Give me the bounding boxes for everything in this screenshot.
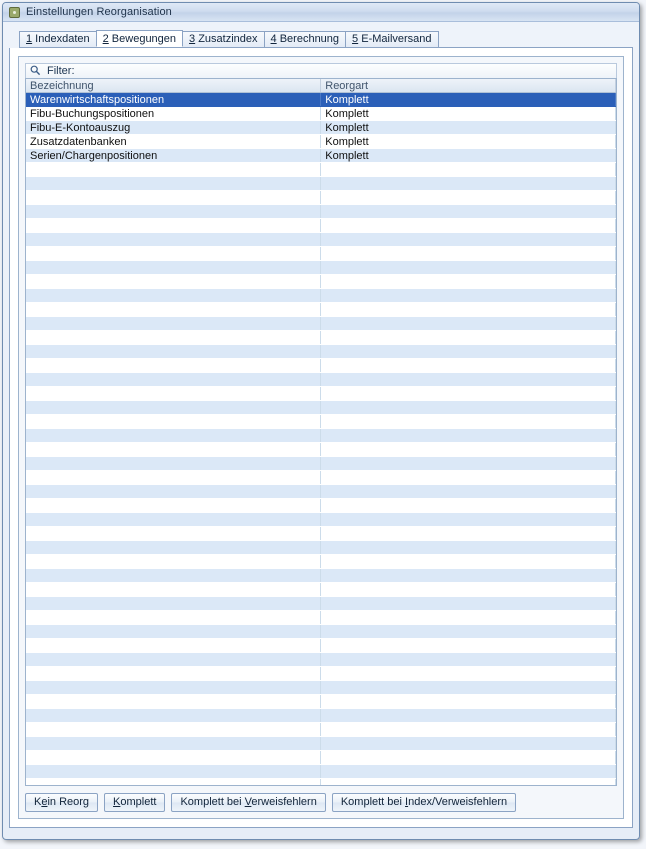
table-row-empty[interactable] — [26, 695, 616, 709]
tab-berechnung-accel: 4 — [270, 33, 277, 45]
cell-bezeichnung — [26, 331, 321, 345]
table-row-empty[interactable] — [26, 415, 616, 429]
cell-bezeichnung — [26, 555, 321, 569]
table-row-empty[interactable] — [26, 513, 616, 527]
cell-reorgart — [321, 723, 616, 737]
cell-bezeichnung — [26, 289, 321, 303]
cell-bezeichnung — [26, 387, 321, 401]
kbiv-pre: Komplett bei — [340, 795, 406, 808]
cell-bezeichnung — [26, 163, 321, 177]
cell-reorgart — [321, 625, 616, 639]
cell-reorgart — [321, 191, 616, 205]
cell-reorgart — [321, 261, 616, 275]
cell-bezeichnung — [26, 233, 321, 247]
table-row-empty[interactable] — [26, 457, 616, 471]
table-row[interactable] — [26, 107, 616, 121]
tab-emailversand-accel: 5 — [352, 33, 359, 45]
table-row-empty[interactable] — [26, 205, 616, 219]
table-row-empty[interactable] — [26, 177, 616, 191]
table-row-empty[interactable] — [26, 667, 616, 681]
cell-bezeichnung: Fibu-Buchungspositionen — [26, 107, 321, 121]
cell-bezeichnung — [26, 415, 321, 429]
cell-reorgart — [321, 513, 616, 527]
kein-reorg-post: in Reorg — [47, 795, 90, 808]
cell-bezeichnung — [26, 653, 321, 667]
tab-emailversand[interactable] — [345, 31, 438, 47]
tab-bewegungen-label: Bewegungen — [108, 33, 177, 45]
kein-reorg-pre: K — [34, 795, 42, 808]
cell-reorgart: Komplett — [321, 107, 616, 121]
kbv-post: erweisfehlern — [251, 795, 317, 808]
table-row-empty[interactable] — [26, 387, 616, 401]
kbiv-accel: I — [405, 795, 409, 808]
table-row-empty[interactable] — [26, 527, 616, 541]
window-client-area — [3, 22, 639, 839]
filter-bar[interactable] — [25, 63, 617, 78]
cell-bezeichnung — [26, 583, 321, 597]
cell-bezeichnung — [26, 485, 321, 499]
cell-bezeichnung — [26, 499, 321, 513]
cell-reorgart — [321, 695, 616, 709]
cell-bezeichnung — [26, 541, 321, 555]
tab-bewegungen-accel: 2 — [102, 33, 109, 45]
table-row[interactable] — [26, 135, 616, 149]
tab-berechnung-label: Berechnung — [276, 33, 340, 45]
table-row-empty[interactable] — [26, 765, 616, 779]
komplett-bei-verweisfehlern-button[interactable] — [171, 793, 325, 812]
table-row-empty[interactable] — [26, 555, 616, 569]
cell-reorgart — [321, 219, 616, 233]
table-row-empty[interactable] — [26, 583, 616, 597]
cell-reorgart — [321, 779, 616, 786]
table-row-empty[interactable] — [26, 429, 616, 443]
komplett-button[interactable] — [104, 793, 165, 812]
cell-reorgart — [321, 443, 616, 457]
cell-bezeichnung — [26, 709, 321, 723]
cell-bezeichnung — [26, 345, 321, 359]
cell-reorgart — [321, 499, 616, 513]
kbv-pre: Komplett bei — [180, 795, 245, 808]
cell-bezeichnung — [26, 471, 321, 485]
cell-bezeichnung — [26, 373, 321, 387]
table-row-empty[interactable] — [26, 751, 616, 765]
cell-bezeichnung — [26, 569, 321, 583]
gear-icon — [8, 6, 21, 19]
kbv-accel: V — [244, 795, 252, 808]
tab-zusatzindex-label: Zusatzindex — [195, 33, 258, 45]
table-row-empty[interactable] — [26, 569, 616, 583]
cell-reorgart — [321, 639, 616, 653]
table-row-empty[interactable] — [26, 317, 616, 331]
table-row[interactable] — [26, 149, 616, 163]
cell-bezeichnung — [26, 317, 321, 331]
table-row-empty[interactable] — [26, 499, 616, 513]
cell-reorgart — [321, 359, 616, 373]
tab-emailversand-label: E-Mailversand — [358, 33, 432, 45]
cell-reorgart — [321, 331, 616, 345]
table-row-empty[interactable] — [26, 359, 616, 373]
tab-berechnung[interactable] — [264, 31, 347, 47]
komplett-accel: K — [113, 795, 121, 808]
cell-bezeichnung — [26, 779, 321, 786]
tab-indexdaten-accel: 1 — [26, 33, 33, 45]
cell-bezeichnung — [26, 737, 321, 751]
table-row-empty[interactable] — [26, 401, 616, 415]
window-frame — [2, 2, 640, 840]
cell-reorgart — [321, 247, 616, 261]
cell-bezeichnung — [26, 695, 321, 709]
kbiv-post: ndex/Verweisfehlern — [408, 795, 508, 808]
cell-reorgart — [321, 709, 616, 723]
table-row-empty[interactable] — [26, 681, 616, 695]
tab-page-bewegungen — [9, 48, 633, 828]
tab-indexdaten[interactable] — [19, 31, 97, 47]
column-header-bezeichnung[interactable]: Bezeichnung — [26, 79, 321, 93]
cell-reorgart — [321, 163, 616, 177]
action-button-bar — [25, 792, 617, 812]
title-bar — [3, 3, 639, 22]
table-row-empty[interactable] — [26, 219, 616, 233]
table-row-empty[interactable] — [26, 597, 616, 611]
filter-icon[interactable] — [30, 65, 41, 76]
cell-bezeichnung — [26, 751, 321, 765]
cell-reorgart: Komplett — [321, 135, 616, 149]
cell-reorgart — [321, 527, 616, 541]
reorg-grid[interactable] — [25, 78, 617, 786]
cell-bezeichnung — [26, 429, 321, 443]
cell-bezeichnung — [26, 681, 321, 695]
table-row-empty[interactable] — [26, 611, 616, 625]
table-row-empty[interactable] — [26, 541, 616, 555]
cell-reorgart — [321, 765, 616, 779]
cell-reorgart: Komplett — [321, 93, 616, 107]
cell-reorgart — [321, 611, 616, 625]
table-row-empty[interactable] — [26, 261, 616, 275]
cell-reorgart: Komplett — [321, 149, 616, 163]
tab-zusatzindex[interactable] — [182, 31, 265, 47]
filter-label: Filter: — [47, 64, 75, 77]
table-row-empty[interactable] — [26, 303, 616, 317]
cell-reorgart — [321, 457, 616, 471]
cell-bezeichnung — [26, 205, 321, 219]
table-row-empty[interactable] — [26, 345, 616, 359]
table-row-empty[interactable] — [26, 485, 616, 499]
cell-reorgart — [321, 653, 616, 667]
cell-reorgart — [321, 373, 616, 387]
table-row-empty[interactable] — [26, 737, 616, 751]
cell-reorgart — [321, 415, 616, 429]
cell-bezeichnung — [26, 275, 321, 289]
cell-reorgart — [321, 177, 616, 191]
table-row-empty[interactable] — [26, 373, 616, 387]
table-row-empty[interactable] — [26, 247, 616, 261]
cell-reorgart — [321, 737, 616, 751]
cell-reorgart — [321, 751, 616, 765]
cell-bezeichnung — [26, 261, 321, 275]
cell-reorgart — [321, 485, 616, 499]
cell-reorgart — [321, 401, 616, 415]
kein-reorg-accel: e — [41, 795, 48, 808]
tab-strip — [19, 30, 633, 48]
tab-indexdaten-label: Indexdaten — [32, 33, 90, 45]
cell-reorgart — [321, 233, 616, 247]
cell-bezeichnung — [26, 513, 321, 527]
cell-reorgart: Komplett — [321, 121, 616, 135]
table-row-empty[interactable] — [26, 779, 616, 786]
table-row-empty[interactable] — [26, 639, 616, 653]
cell-bezeichnung — [26, 443, 321, 457]
table-row[interactable] — [26, 121, 616, 135]
cell-bezeichnung — [26, 527, 321, 541]
komplett-bei-index-verweisfehlern-button[interactable] — [332, 793, 516, 812]
cell-reorgart — [321, 541, 616, 555]
cell-bezeichnung: Warenwirtschaftspositionen — [26, 93, 321, 107]
cell-bezeichnung — [26, 765, 321, 779]
grid-header — [26, 79, 616, 93]
cell-reorgart — [321, 345, 616, 359]
cell-bezeichnung — [26, 667, 321, 681]
cell-reorgart — [321, 387, 616, 401]
cell-bezeichnung — [26, 401, 321, 415]
cell-reorgart — [321, 429, 616, 443]
table-row-empty[interactable] — [26, 331, 616, 345]
cell-bezeichnung — [26, 611, 321, 625]
cell-bezeichnung — [26, 625, 321, 639]
cell-bezeichnung — [26, 247, 321, 261]
table-row-empty[interactable] — [26, 471, 616, 485]
table-row-empty[interactable] — [26, 625, 616, 639]
grid-header-row — [26, 79, 616, 93]
tab-zusatzindex-accel: 3 — [189, 33, 196, 45]
cell-bezeichnung — [26, 597, 321, 611]
cell-reorgart — [321, 317, 616, 331]
kein-reorg-button[interactable] — [25, 793, 98, 812]
cell-bezeichnung — [26, 723, 321, 737]
cell-bezeichnung — [26, 303, 321, 317]
cell-bezeichnung — [26, 191, 321, 205]
tab-bewegungen[interactable] — [96, 30, 183, 47]
komplett-post: omplett — [120, 795, 157, 808]
cell-bezeichnung — [26, 177, 321, 191]
table-row-empty[interactable] — [26, 723, 616, 737]
grid-body — [26, 93, 616, 786]
cell-reorgart — [321, 583, 616, 597]
cell-bezeichnung: Serien/Chargenpositionen — [26, 149, 321, 163]
cell-reorgart — [321, 569, 616, 583]
cell-reorgart — [321, 471, 616, 485]
table-row-empty[interactable] — [26, 709, 616, 723]
cell-bezeichnung — [26, 457, 321, 471]
cell-reorgart — [321, 205, 616, 219]
cell-reorgart — [321, 289, 616, 303]
table-row[interactable] — [26, 93, 616, 107]
window-title: Einstellungen Reorganisation — [26, 6, 172, 18]
cell-bezeichnung — [26, 219, 321, 233]
cell-bezeichnung — [26, 639, 321, 653]
cell-reorgart — [321, 555, 616, 569]
cell-reorgart — [321, 303, 616, 317]
table-row-empty[interactable] — [26, 233, 616, 247]
cell-reorgart — [321, 667, 616, 681]
reorg-panel — [18, 56, 624, 819]
table-row-empty[interactable] — [26, 275, 616, 289]
table-row-empty[interactable] — [26, 289, 616, 303]
table-row-empty[interactable] — [26, 653, 616, 667]
table-row-empty[interactable] — [26, 443, 616, 457]
reorg-grid-table — [26, 79, 616, 786]
column-header-reorgart[interactable]: Reorgart — [321, 79, 616, 93]
table-row-empty[interactable] — [26, 163, 616, 177]
table-row-empty[interactable] — [26, 191, 616, 205]
cell-bezeichnung: Zusatzdatenbanken — [26, 135, 321, 149]
cell-reorgart — [321, 597, 616, 611]
cell-bezeichnung: Fibu-E-Kontoauszug — [26, 121, 321, 135]
cell-reorgart — [321, 275, 616, 289]
cell-reorgart — [321, 681, 616, 695]
cell-bezeichnung — [26, 359, 321, 373]
